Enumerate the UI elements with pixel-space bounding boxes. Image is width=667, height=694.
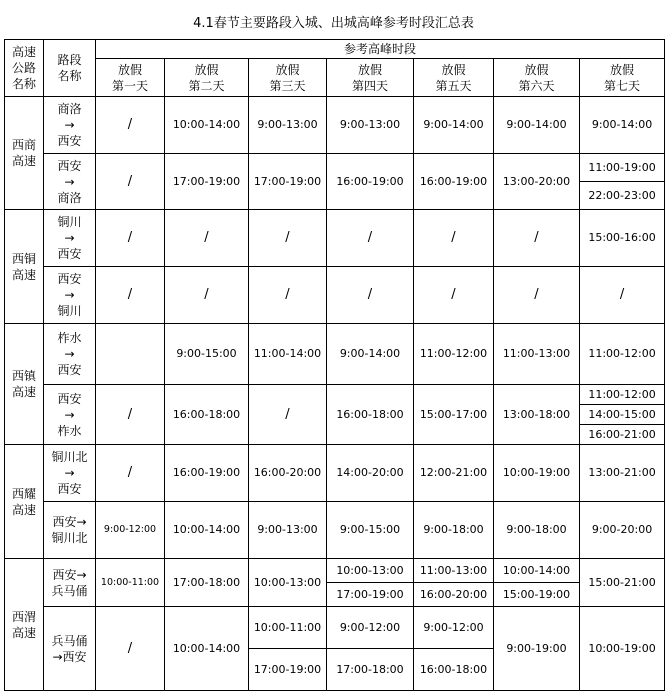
time-cell: 16:00-19:00	[414, 154, 494, 210]
table-row	[5, 210, 665, 267]
time-cell: 11:00-19:00	[580, 154, 665, 182]
time-cell: /	[414, 210, 494, 267]
time-cell: 10:00-14:00	[165, 502, 249, 559]
time-cell: 10:00-13:00	[249, 559, 327, 607]
table-row	[5, 385, 665, 405]
road-name-xiyao: 西耀 高速	[5, 445, 44, 559]
time-cell: 16:00-19:00	[327, 154, 414, 210]
header-day-4: 放假 第四天	[327, 59, 414, 97]
time-cell: 16:00-20:00	[249, 445, 327, 502]
time-cell: /	[414, 267, 494, 324]
time-cell: /	[96, 210, 165, 267]
segment-name: 西安→ 兵马俑	[44, 559, 96, 607]
time-cell: 16:00-18:00	[414, 649, 494, 691]
time-cell: 14:00-15:00	[580, 405, 665, 425]
header-day-2: 放假 第二天	[165, 59, 249, 97]
time-cell: 11:00-12:00	[580, 324, 665, 385]
time-cell: /	[96, 154, 165, 210]
time-cell: 22:00-23:00	[580, 182, 665, 210]
time-cell: 10:00-19:00	[580, 607, 665, 691]
time-cell: 10:00-11:00	[249, 607, 327, 649]
segment-name: 铜川北 → 西安	[44, 445, 96, 502]
time-cell: /	[249, 385, 327, 445]
time-cell: 9:00-18:00	[414, 502, 494, 559]
time-cell: 15:00-17:00	[414, 385, 494, 445]
time-cell: 9:00-13:00	[327, 97, 414, 154]
time-cell: 11:00-12:00	[580, 385, 665, 405]
table-row	[5, 97, 665, 154]
table-row	[5, 445, 665, 502]
header-day-7: 放假 第七天	[580, 59, 665, 97]
time-cell: 17:00-18:00	[327, 649, 414, 691]
time-cell: /	[494, 210, 580, 267]
header-day-5: 放假 第五天	[414, 59, 494, 97]
table-row	[5, 154, 665, 182]
table-row	[5, 502, 665, 559]
time-cell: /	[327, 210, 414, 267]
segment-name: 西安 → 商洛	[44, 154, 96, 210]
time-cell: 14:00-20:00	[327, 445, 414, 502]
time-cell: /	[249, 267, 327, 324]
road-name-xizhen: 西镇 高速	[5, 324, 44, 445]
time-cell	[96, 324, 165, 385]
time-cell: 16:00-18:00	[165, 385, 249, 445]
segment-name: 西安 → 铜川	[44, 267, 96, 324]
time-cell: 9:00-19:00	[494, 607, 580, 691]
road-name-xishang: 西商 高速	[5, 97, 44, 210]
time-cell: 9:00-12:00	[327, 607, 414, 649]
time-cell: 10:00-19:00	[494, 445, 580, 502]
time-cell: 9:00-14:00	[414, 97, 494, 154]
time-cell: /	[327, 267, 414, 324]
time-cell: 9:00-14:00	[327, 324, 414, 385]
time-cell: 17:00-19:00	[249, 649, 327, 691]
header-road-name: 高速 公路 名称	[5, 40, 44, 97]
time-cell: 13:00-18:00	[494, 385, 580, 445]
time-cell: 11:00-14:00	[249, 324, 327, 385]
table-row	[5, 559, 665, 583]
time-cell: 9:00-20:00	[580, 502, 665, 559]
table-row	[5, 267, 665, 324]
time-cell: /	[249, 210, 327, 267]
time-cell: /	[96, 97, 165, 154]
table-row	[5, 324, 665, 385]
time-cell: /	[494, 267, 580, 324]
time-cell: 17:00-19:00	[327, 583, 414, 607]
time-cell: 9:00-18:00	[494, 502, 580, 559]
time-cell: 12:00-21:00	[414, 445, 494, 502]
time-cell: 9:00-12:00	[96, 502, 165, 559]
time-cell: 11:00-12:00	[414, 324, 494, 385]
header-peak-period: 参考高峰时段	[96, 40, 665, 59]
time-cell: 11:00-13:00	[414, 559, 494, 583]
time-cell: /	[96, 607, 165, 691]
time-cell: 17:00-19:00	[165, 154, 249, 210]
time-cell: 17:00-19:00	[249, 154, 327, 210]
segment-name: 西安 → 柞水	[44, 385, 96, 445]
time-cell: 9:00-12:00	[414, 607, 494, 649]
time-cell: /	[165, 210, 249, 267]
time-cell: /	[96, 445, 165, 502]
time-cell: 13:00-20:00	[494, 154, 580, 210]
peak-hours-table	[4, 39, 665, 691]
time-cell: 10:00-14:00	[165, 97, 249, 154]
segment-name: 西安→ 铜川北	[44, 502, 96, 559]
time-cell: 9:00-14:00	[580, 97, 665, 154]
segment-name: 铜川 → 西安	[44, 210, 96, 267]
time-cell: /	[96, 385, 165, 445]
header-day-3: 放假 第三天	[249, 59, 327, 97]
time-cell: 10:00-14:00	[494, 559, 580, 583]
time-cell: 13:00-21:00	[580, 445, 665, 502]
time-cell: 10:00-13:00	[327, 559, 414, 583]
time-cell: 15:00-19:00	[494, 583, 580, 607]
time-cell: 11:00-13:00	[494, 324, 580, 385]
time-cell: 15:00-16:00	[580, 210, 665, 267]
time-cell: 9:00-13:00	[249, 97, 327, 154]
time-cell: 15:00-21:00	[580, 559, 665, 607]
time-cell: /	[165, 267, 249, 324]
time-cell: 10:00-14:00	[165, 607, 249, 691]
time-cell: 16:00-20:00	[414, 583, 494, 607]
header-segment-name: 路段 名称	[44, 40, 96, 97]
time-cell: /	[96, 267, 165, 324]
time-cell: 10:00-11:00	[96, 559, 165, 607]
time-cell: /	[580, 267, 665, 324]
segment-name: 商洛 → 西安	[44, 97, 96, 154]
time-cell: 9:00-14:00	[494, 97, 580, 154]
time-cell: 16:00-18:00	[327, 385, 414, 445]
road-name-xitong: 西铜 高速	[5, 210, 44, 324]
road-name-xiwei: 西渭 高速	[5, 559, 44, 691]
time-cell: 16:00-19:00	[165, 445, 249, 502]
table-row	[5, 607, 665, 649]
page-title: 4.1春节主要路段入城、出城高峰参考时段汇总表	[193, 16, 474, 31]
time-cell: 16:00-21:00	[580, 425, 665, 445]
time-cell: 9:00-13:00	[249, 502, 327, 559]
time-cell: 17:00-18:00	[165, 559, 249, 607]
time-cell: 9:00-15:00	[327, 502, 414, 559]
time-cell: 9:00-15:00	[165, 324, 249, 385]
segment-name: 柞水 → 西安	[44, 324, 96, 385]
header-day-1: 放假 第一天	[96, 59, 165, 97]
header-day-6: 放假 第六天	[494, 59, 580, 97]
segment-name: 兵马俑 →西安	[44, 607, 96, 691]
